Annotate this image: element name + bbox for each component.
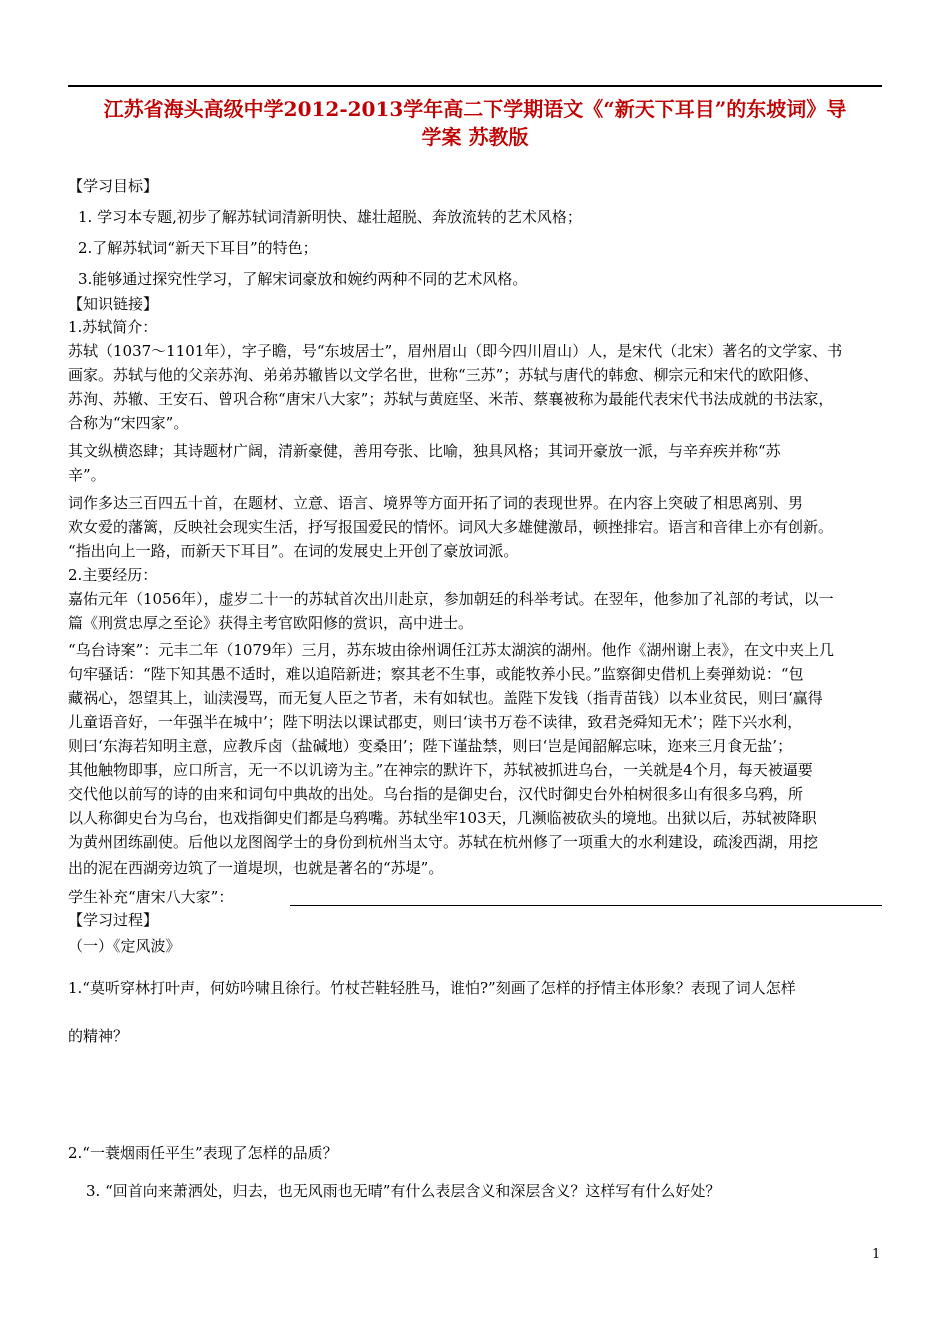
experience-para2-line: 交代他以前写的诗的由来和词句中典故的出处。乌台指的是御史台，汉代时御史台外柏树很多山有很多乌鸦，所 (68, 785, 804, 803)
experience-para1-line: 篇《刑赏忠厚之至论》获得主考官欧阳修的赏识，高中进士。 (68, 614, 474, 632)
supplement-blank-line (290, 905, 882, 906)
question-1-line-2: 的精神？ (68, 1027, 129, 1045)
experience-para2-line: 为黄州团练副使。后他以龙图阁学士的身份到杭州当太守。苏轼在杭州修了一项重大的水利建设，疏浚西湖，用挖 (68, 833, 819, 851)
experience-para2-line: 句牢骚话：“陛下知其愚不适时，难以追陪新进；察其老不生事，或能牧养小民。”监察御史借机上奏弹劾说：“包 (68, 665, 804, 683)
experience-para2-line: “乌台诗案”：元丰二年（1079年）三月，苏东坡由徐州调任江苏太湖滨的湖州。他作《湖州谢上表》，在文中夹上几 (68, 641, 835, 659)
question-1-line-1: 1.“莫听穿林打叶声，何妨吟啸且徐行。竹杖芒鞋轻胜马，谁怕?”刻画了怎样的抒情主体形象？表现了词人怎样 (68, 979, 796, 997)
header-rule (68, 85, 882, 87)
goal-item: 2.了解苏轼词“新天下耳目”的特色； (78, 239, 318, 257)
intro-para2-line: 其文纵横恣肆；其诗题材广阔，清新豪健，善用夸张、比喻，独具风格；其词开豪放一派，与辛弃疾并称“苏 (68, 442, 781, 460)
experience-para1-line: 嘉佑元年（1056年），虚岁二十一的苏轼首次出川赴京，参加朝廷的科举考试。在翌年，他参加了礼部的考试，以一 (68, 590, 834, 608)
experience-para2-line: 藏祸心，怨望其上，讪渎漫骂，而无复人臣之节者，未有如轼也。盖陛下发钱（指青苗钱）以本业贫民，则曰‘赢得 (68, 689, 823, 707)
intro-heading: 1.苏轼简介： (68, 318, 158, 336)
process-subheading: （一）《定风波》 (68, 937, 181, 955)
goal-item: 3.能够通过探究性学习，了解宋词豪放和婉约两种不同的艺术风格。 (78, 270, 528, 288)
intro-para1-line: 苏洵、苏辙、王安石、曾巩合称“唐宋八大家”；苏轼与黄庭坚、米芾、蔡襄被称为最能代表宋代书法成就的书法家， (68, 390, 834, 408)
question-2: 2.“一蓑烟雨任平生”表现了怎样的品质？ (68, 1144, 338, 1162)
experience-para2-line: 儿童语音好，一年强半在城中’；陛下明法以课试郡吏，则曰‘读书万卷不读律，致君尧舜知无术’；陛下兴水利， (68, 713, 803, 731)
title-line-2: 学案 苏教版 (421, 125, 529, 149)
experience-heading: 2.主要经历： (68, 566, 158, 584)
intro-para2-line: 辛”。 (68, 466, 106, 484)
experience-para2-line: 其他触物即事，应口所言，无一不以讥谤为主。”在神宗的默许下，苏轼被抓进乌台，一关就是4个月，每天被逼要 (68, 761, 813, 779)
intro-para3-line: 词作多达三百四五十首，在题材、立意、语言、境界等方面开拓了词的表现世界。在内容上突破了相思离别、男 (68, 494, 804, 512)
goals-heading: 【学习目标】 (68, 177, 159, 195)
intro-para3-line: 欢女爱的藩篱，反映社会现实生活，抒写报国爱民的情怀。词风大多雄健激昂，顿挫排宕。语言和音律上亦有创新。 (68, 518, 834, 536)
intro-para1-line: 合称为“宋四家”。 (68, 414, 189, 432)
page-number: 1 (872, 1247, 881, 1262)
goal-item: 1. 学习本专题,初步了解苏轼词清新明快、雄壮超脱、奔放流转的艺术风格； (78, 208, 582, 226)
document-title (60, 95, 890, 151)
experience-para2-line: 则曰‘东海若知明主意，应教斥卤（盐碱地）变桑田’；陛下谨盐禁，则曰‘岂是闻韶解忘味，迩来三月食无盐’； (68, 737, 793, 755)
knowledge-heading: 【知识链接】 (68, 295, 159, 313)
title-line-1: 江苏省海头高级中学2012-2013学年高二下学期语文《“新天下耳目”的东坡词》导 (103, 97, 847, 121)
question-3: 3. “回首向来萧洒处，归去，也无风雨也无晴”有什么表层含义和深层含义？这样写有什么好处？ (86, 1182, 721, 1200)
experience-para2-line: 出的泥在西湖旁边筑了一道堤坝，也就是著名的“苏堤”。 (68, 859, 444, 877)
intro-para1-line: 画家。苏轼与他的父亲苏洵、弟弟苏辙皆以文学名世，世称“三苏”；苏轼与唐代的韩愈、柳宗元和宋代的欧阳修、 (68, 366, 819, 384)
intro-para3-line: “指出向上一路，而新天下耳目”。在词的发展史上开创了豪放词派。 (68, 542, 519, 560)
process-heading: 【学习过程】 (68, 911, 159, 929)
intro-para1-line: 苏轼（1037～1101年），字子瞻，号“东坡居士”，眉州眉山（即今四川眉山）人，是宋代（北宋）著名的文学家、书 (68, 342, 843, 360)
experience-para2-line: 以人称御史台为乌台，也戏指御史们都是乌鸦嘴。苏轼坐牢103天，几濒临被砍头的境地。出狱以后，苏轼被降职 (68, 809, 817, 827)
supplement-prompt: 学生补充“唐宋八大家”： (68, 888, 234, 906)
